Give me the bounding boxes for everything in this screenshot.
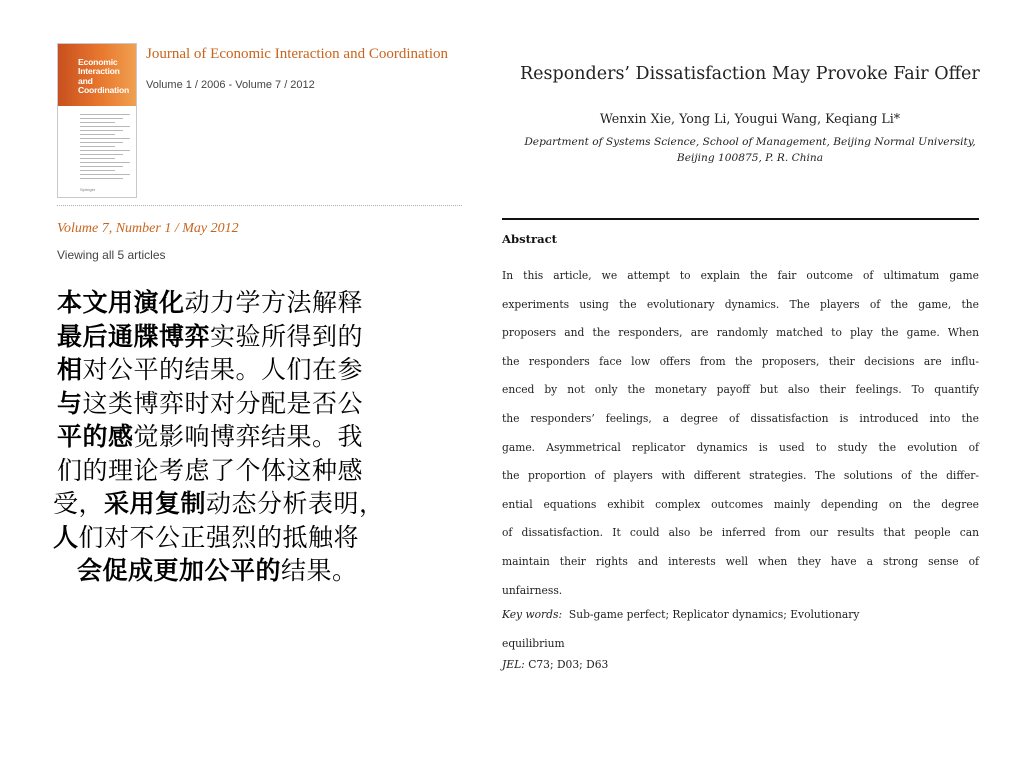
summary-line [53, 521, 471, 555]
summary-text: 们的理论考虑了个体这种感 [57, 455, 364, 485]
abstract-line: ential equations exhibit complex outcomes mainly depending on the degree [502, 497, 979, 511]
summary-text: 觉影响博弈结果。我 [133, 422, 364, 451]
summary-text: 实验所得到的 [210, 321, 364, 351]
paper-authors: Wenxin Xie, Yong Li, Yougui Wang, Keqiang Li* [599, 111, 901, 126]
summary-highlight: 人 [53, 522, 79, 552]
summary-highlight: 平的感 [57, 422, 134, 451]
abstract-line: proposers and the responders, are randomly matched to play the game. When [502, 326, 979, 340]
summary-line [57, 554, 471, 588]
summary-text: 结果。 [281, 556, 358, 585]
summary-text: 动态分析表明， [206, 489, 385, 518]
dotted-divider [57, 205, 462, 206]
affiliation-line: Beijing 100875, P. R. China [676, 151, 824, 164]
summary-highlight: 本文用演化 [57, 288, 185, 317]
summary-text: 们对不公正强烈的抵触将 [78, 522, 360, 552]
abstract-line: game. Asymmetrical replicator dynamics is used to study the evolution of [502, 440, 979, 454]
affiliation-line: Department of Systems Science, School of Management, Beijing Normal University, [524, 136, 976, 148]
keywords-line [502, 601, 979, 630]
keywords-line: equilibrium [502, 636, 565, 650]
paper-affiliation [502, 135, 998, 166]
keywords [502, 601, 979, 658]
abstract-line: maintain their rights and interests well when they have a strong sense of [502, 554, 979, 568]
publisher-logo: Springer [80, 187, 96, 192]
abstract-body [502, 262, 979, 605]
journal-volumes: Volume 1 / 2006 - Volume 7 / 2012 [146, 79, 315, 91]
abstract-line: enced by not only the monetary payoff but also their feelings. To quantify [502, 383, 979, 397]
journal-name: Journal of Economic Interaction and Coordination [146, 46, 448, 62]
cover-title: Economic Interaction and Coordination [78, 57, 130, 96]
summary-line [57, 320, 471, 354]
issue-label: Volume 7, Number 1 / May 2012 [57, 221, 239, 236]
summary-line [53, 487, 471, 521]
abstract-line: the proportion of players with different strategies. The solutions of the differ- [502, 469, 979, 483]
summary-text: 受， [53, 489, 105, 518]
abstract-line: unfairness. [502, 583, 563, 597]
jel-value: C73; D03; D63 [528, 658, 609, 671]
summary-highlight: 最后通牒博弈 [57, 321, 211, 351]
summary-text: 动力学方法解释 [184, 288, 364, 317]
summary-line [57, 353, 471, 387]
cover-contents-lines [80, 114, 130, 182]
horizontal-rule [502, 218, 979, 220]
summary-line [57, 420, 471, 454]
abstract-heading: Abstract [502, 232, 558, 246]
keywords-label: Key words: [502, 608, 563, 621]
summary-line [57, 286, 471, 320]
summary-text: 对公平的结果。人们在参 [82, 355, 364, 384]
cover-title-band [58, 44, 136, 106]
summary-highlight: 与 [57, 388, 83, 418]
summary-text: 这类博弈时对分配是否公 [82, 388, 364, 418]
abstract-line: the responders’ feelings, a degree of dissatisfaction is introduced into the [502, 411, 979, 425]
summary-highlight: 相 [57, 355, 83, 384]
journal-cover-image [57, 43, 137, 198]
summary-line [57, 454, 471, 488]
viewing-articles-label: Viewing all 5 articles [57, 248, 166, 262]
keywords-text: Sub-game perfect; Replicator dynamics; Evolutionary [568, 608, 860, 621]
summary-line [57, 387, 471, 421]
abstract-line: the responders face low offers from the proposers, their decisions are influ- [502, 354, 979, 368]
paper-title: Responders’ Dissatisfaction May Provoke Fair Offer [520, 64, 980, 84]
jel-label: JEL: [502, 658, 525, 671]
abstract-line: of dissatisfaction. It could also be inferred from our results that people can [502, 526, 979, 540]
chinese-summary [53, 286, 471, 588]
abstract-line: experiments using the evolutionary dynamics. The players of the game, the [502, 297, 979, 311]
summary-highlight: 采用复制 [104, 489, 207, 518]
summary-highlight: 会促成更加公平的 [77, 556, 282, 585]
abstract-line: In this article, we attempt to explain the fair outcome of ultimatum game [502, 269, 979, 282]
jel-codes [502, 658, 608, 671]
